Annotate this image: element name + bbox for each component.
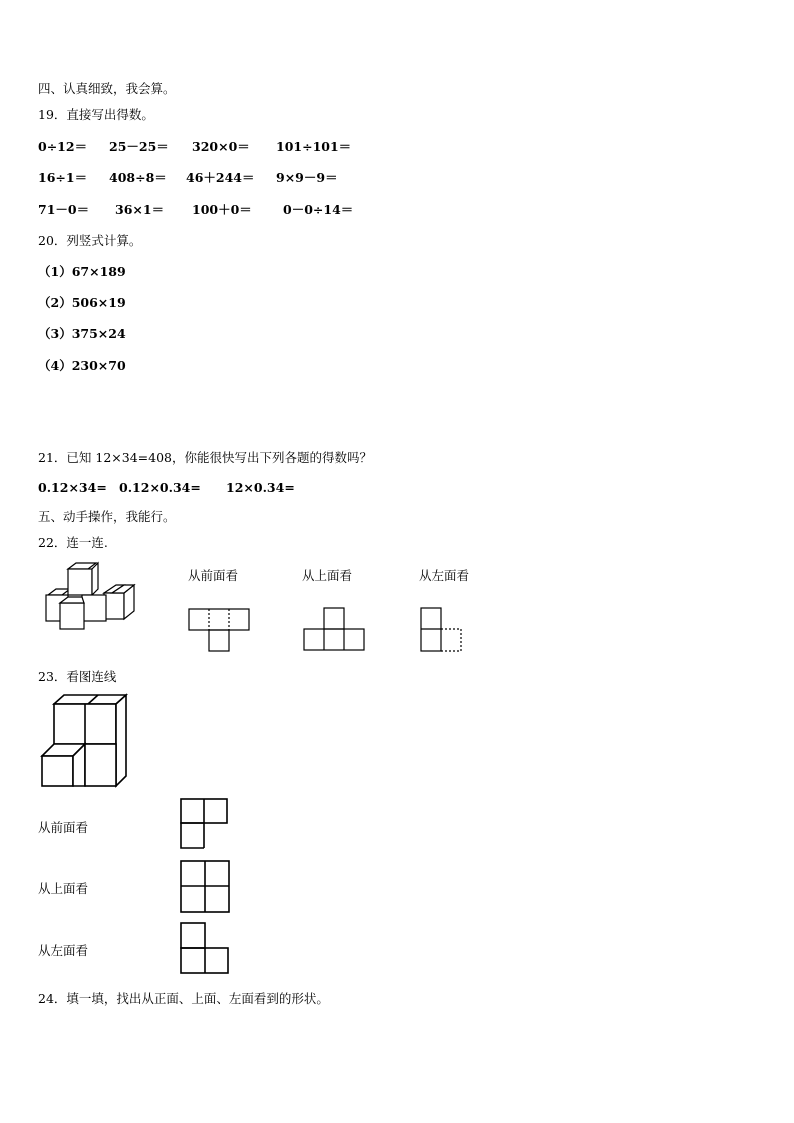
q21-item: 0.12×34= bbox=[38, 480, 107, 495]
q22-view-label-front: 从前面看 bbox=[188, 568, 239, 583]
q20-item: （1）67×189 bbox=[38, 264, 126, 279]
q22-title: 22．连一连. bbox=[38, 535, 108, 550]
q19-problem: 100＋0＝ bbox=[192, 202, 252, 217]
q22-shape-inverted-t bbox=[303, 607, 365, 651]
q23-view-label-top: 从上面看 bbox=[38, 881, 89, 896]
q19-problem: 9×9－9＝ bbox=[276, 170, 338, 185]
q23-title: 23．看图连线 bbox=[38, 669, 117, 684]
q23-shape-left bbox=[180, 922, 230, 976]
q19-problem: 0－0÷14＝ bbox=[283, 202, 354, 217]
q23-cube-figure bbox=[40, 694, 130, 789]
q21-title: 21．已知 12×34=408，你能很快写出下列各题的得数吗？ bbox=[38, 450, 372, 465]
q22-view-label-top: 从上面看 bbox=[302, 568, 353, 583]
section-5-title: 五、动手操作，我能行。 bbox=[38, 509, 176, 524]
q20-item: （3）375×24 bbox=[38, 326, 126, 341]
q19-problem: 0÷12＝ bbox=[38, 139, 88, 154]
q21-item: 0.12×0.34= bbox=[119, 480, 201, 495]
q19-problem: 320×0＝ bbox=[192, 139, 250, 154]
q21-item: 12×0.34= bbox=[226, 480, 295, 495]
q20-item: （4）230×70 bbox=[38, 358, 126, 373]
section-4-title: 四、认真细致，我会算。 bbox=[38, 81, 176, 96]
q22-shape-l bbox=[420, 607, 464, 653]
q22-shape-t bbox=[188, 608, 250, 652]
q20-item: （2）506×19 bbox=[38, 295, 126, 310]
q19-problem: 36×1＝ bbox=[115, 202, 165, 217]
q23-view-label-front: 从前面看 bbox=[38, 820, 89, 835]
q19-problem: 71－0＝ bbox=[38, 202, 90, 217]
q19-problem: 408÷8＝ bbox=[109, 170, 167, 185]
q23-view-label-left: 从左面看 bbox=[38, 943, 89, 958]
q19-problem: 16÷1＝ bbox=[38, 170, 88, 185]
q19-problem: 25－25＝ bbox=[109, 139, 169, 154]
q22-cube-figure bbox=[40, 563, 140, 633]
q23-shape-front bbox=[180, 798, 230, 850]
q24-title: 24．填一填，找出从正面、上面、左面看到的形状。 bbox=[38, 991, 329, 1006]
q20-title: 20．列竖式计算。 bbox=[38, 233, 142, 248]
q19-title: 19．直接写出得数。 bbox=[38, 107, 154, 122]
q19-problem: 46＋244＝ bbox=[186, 170, 255, 185]
q23-shape-top bbox=[180, 860, 232, 914]
q19-problem: 101÷101＝ bbox=[276, 139, 352, 154]
q22-view-label-left: 从左面看 bbox=[419, 568, 470, 583]
